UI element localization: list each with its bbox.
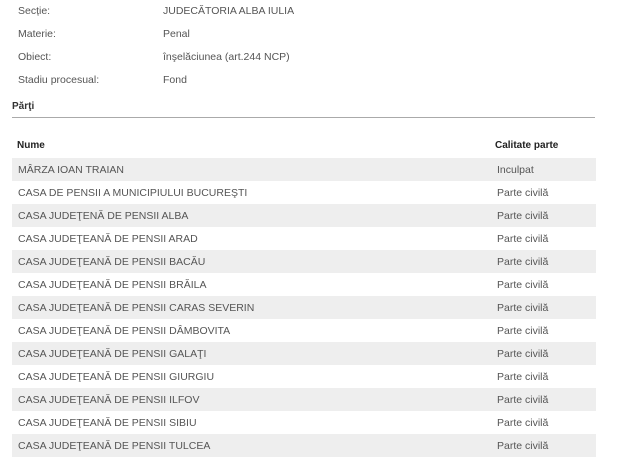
table-row [12, 388, 596, 411]
info-row-stadiu [0, 74, 627, 90]
table-row [12, 296, 596, 319]
section-title-parti: Părţi [12, 101, 35, 112]
table-row [12, 365, 596, 388]
party-name: CASA JUDEŢEANĂ DE PENSII SIBIU [18, 417, 197, 429]
table-row [12, 342, 596, 365]
party-name: CASA JUDEŢEANĂ DE PENSII DÂMBOVITA [18, 325, 231, 337]
table-row [12, 434, 596, 457]
party-name: CASA JUDEŢEANĂ DE PENSII GIURGIU [18, 371, 215, 383]
table-row [12, 273, 596, 296]
info-value: Penal [163, 28, 190, 40]
info-row-obiect [0, 51, 627, 67]
info-row-materie [0, 28, 627, 44]
table-row [12, 204, 596, 227]
table-row [12, 250, 596, 273]
info-label: Obiect: [18, 51, 52, 63]
table-row [12, 411, 596, 434]
party-role: Parte civilă [497, 348, 549, 360]
info-label: Secție: [18, 5, 51, 17]
info-value: JUDECĂTORIA ALBA IULIA [163, 5, 295, 17]
party-role: Parte civilă [497, 302, 549, 314]
party-name: CASA DE PENSII A MUNICIPIULUI BUCUREŞTI [18, 187, 248, 199]
party-role: Parte civilă [497, 233, 549, 245]
table-row [12, 181, 596, 204]
party-role: Parte civilă [497, 187, 549, 199]
party-role: Parte civilă [497, 394, 549, 406]
party-name: MÂRZA IOAN TRAIAN [18, 164, 124, 176]
table-row [12, 319, 596, 342]
info-value: Fond [163, 74, 187, 86]
party-role: Parte civilă [497, 371, 549, 383]
party-role: Parte civilă [497, 210, 549, 222]
party-name: CASA JUDEŢEANĂ DE PENSII GALAŢI [18, 348, 207, 360]
info-row-sectie [0, 5, 627, 21]
column-header-role: Calitate parte [495, 140, 559, 151]
party-role: Parte civilă [497, 325, 549, 337]
section-divider [12, 117, 595, 118]
party-name: CASA JUDEŢEANĂ DE PENSII ILFOV [18, 394, 200, 406]
party-role: Parte civilă [497, 417, 549, 429]
table-row [12, 158, 596, 181]
column-header-name: Nume [17, 140, 45, 151]
info-label: Materie: [18, 28, 56, 40]
party-role: Inculpat [497, 164, 534, 176]
party-name: CASA JUDEŢEANĂ DE PENSII CARAS SEVERIN [18, 302, 255, 314]
party-name: CASA JUDEŢEANĂ DE PENSII ARAD [18, 233, 198, 245]
party-role: Parte civilă [497, 440, 549, 452]
parties-table [12, 134, 596, 452]
table-body [12, 158, 596, 457]
table-header [12, 134, 596, 156]
party-name: CASA JUDEŢENĂ DE PENSII ALBA [18, 210, 189, 222]
party-name: CASA JUDEŢEANĂ DE PENSII BRĂILA [18, 279, 207, 291]
party-name: CASA JUDEŢEANĂ DE PENSII TULCEA [18, 440, 211, 452]
info-value: înşelăciunea (art.244 NCP) [163, 51, 290, 63]
party-name: CASA JUDEŢEANĂ DE PENSII BACĂU [18, 256, 206, 268]
party-role: Parte civilă [497, 279, 549, 291]
party-role: Parte civilă [497, 256, 549, 268]
info-label: Stadiu procesual: [18, 74, 100, 86]
table-row [12, 227, 596, 250]
